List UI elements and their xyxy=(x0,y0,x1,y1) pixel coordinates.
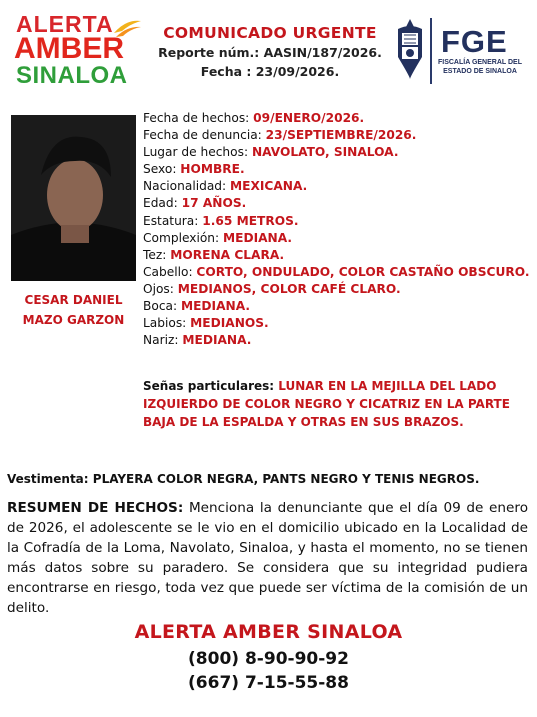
detail-value: MEDIANA. xyxy=(180,299,250,314)
distinguishing-marks-value: LUNAR EN LA MEJILLA DEL LADO IZQUIERDO DE COLOR NEGRO Y CICATRIZ EN LA PARTE BAJA DE LA ESPALDA Y OTRAS EN SUS BRAZOS. xyxy=(143,379,510,429)
detail-label: Cabello: xyxy=(143,264,197,279)
detail-label: Boca: xyxy=(143,299,181,314)
person-name-line2: MAZO GARZON xyxy=(22,313,125,327)
portrait-illustration xyxy=(11,115,136,281)
person-name xyxy=(11,290,136,330)
missing-person-photo xyxy=(11,115,136,281)
detail-fecha-denuncia xyxy=(143,127,529,144)
clothing xyxy=(7,472,479,486)
fge-acronym: FGE xyxy=(441,24,508,59)
detail-label: Ojos: xyxy=(143,281,178,296)
distinguishing-marks-label: Señas particulares: xyxy=(143,379,279,393)
detail-label: Tez: xyxy=(143,247,171,262)
detail-value: MORENA CLARA. xyxy=(170,247,285,262)
phone-number-2: (667) 7-15-55-88 xyxy=(188,673,349,693)
detail-nariz xyxy=(143,332,529,349)
detail-sexo xyxy=(143,161,529,178)
case-summary xyxy=(7,498,528,618)
detail-estatura xyxy=(143,213,529,230)
detail-label: Nacionalidad: xyxy=(143,179,231,194)
detail-ojos xyxy=(143,281,529,298)
detail-cabello xyxy=(143,264,529,281)
detail-value: CORTO, ONDULADO, COLOR CASTAÑO OBSCURO. xyxy=(196,264,530,279)
case-summary-label: RESUMEN DE HECHOS: xyxy=(7,500,184,516)
detail-labios xyxy=(143,315,529,332)
footer-title: ALERTA AMBER SINALOA xyxy=(134,621,403,643)
detail-complexion xyxy=(143,230,529,247)
detail-value: MEDIANOS, COLOR CAFÉ CLARO. xyxy=(177,281,401,296)
detail-label: Fecha de denuncia: xyxy=(143,128,266,143)
detail-label: Estatura: xyxy=(143,213,203,228)
detail-value: 1.65 METROS. xyxy=(202,213,299,228)
detail-value: MEDIANOS. xyxy=(190,316,269,331)
detail-label: Edad: xyxy=(143,196,182,211)
detail-fecha-hechos xyxy=(143,110,529,127)
clothing-label: Vestimenta: xyxy=(7,472,89,486)
detail-value: 23/SEPTIEMBRE/2026. xyxy=(265,128,417,143)
clothing-value: PLAYERA COLOR NEGRA, PANTS NEGRO Y TENIS NEGROS. xyxy=(88,472,480,486)
detail-label: Sexo: xyxy=(143,162,181,177)
detail-label: Lugar de hechos: xyxy=(143,145,252,160)
detail-value: HOMBRE. xyxy=(180,162,245,177)
fge-subtitle-line1: FISCALÍA GENERAL DEL xyxy=(437,59,522,66)
logo-amber: AMBER xyxy=(14,32,124,65)
detail-label: Fecha de hechos: xyxy=(143,111,254,125)
fge-subtitle xyxy=(434,58,526,76)
fge-subtitle-line2: ESTADO DE SINALOA xyxy=(443,68,517,75)
detail-value: NAVOLATO, SINALOA. xyxy=(251,145,399,160)
details-list xyxy=(143,110,529,349)
phone-number-1: (800) 8-90-90-92 xyxy=(188,649,349,669)
detail-value: 17 AÑOS. xyxy=(181,196,247,211)
detail-label: Complexión: xyxy=(143,230,224,245)
detail-label: Labios: xyxy=(143,316,191,331)
person-name-line1: CESAR DANIEL xyxy=(24,293,123,307)
distinguishing-marks xyxy=(143,377,523,431)
detail-tez xyxy=(143,247,529,264)
case-summary-text: Menciona la denunciante que el día 09 de enero de 2026, el adolescente se le vio en el domicilio ubicado en la Localidad de la Cofradía de la Loma, Navolato, Sinaloa, y hasta el momento, no se tienen más datos sobre su paradero. Se considera que su integridad pudiera encontrarse en riesgo, toda vez que puede ser víctima de la comisión de un delito. xyxy=(7,500,529,616)
detail-value: MEXICANA. xyxy=(230,179,308,194)
detail-nacionalidad xyxy=(143,178,529,195)
detail-label: Nariz: xyxy=(143,333,183,348)
bulletin-title: COMUNICADO URGENTE xyxy=(163,24,377,42)
state-seal-icon xyxy=(392,17,428,83)
detail-lugar-hechos xyxy=(143,144,529,161)
logo-alerta: ALERTA xyxy=(16,11,114,37)
report-number: Reporte núm.: AASIN/187/2026. xyxy=(158,45,382,60)
detail-boca xyxy=(143,298,529,315)
detail-value: 09/ENERO/2026. xyxy=(253,111,365,125)
report-date: Fecha : 23/09/2026. xyxy=(200,64,340,79)
detail-edad xyxy=(143,195,529,212)
logo-sinaloa: SINALOA xyxy=(16,62,128,89)
detail-value: MEDIANA. xyxy=(223,230,293,245)
detail-value: MEDIANA. xyxy=(182,333,252,348)
